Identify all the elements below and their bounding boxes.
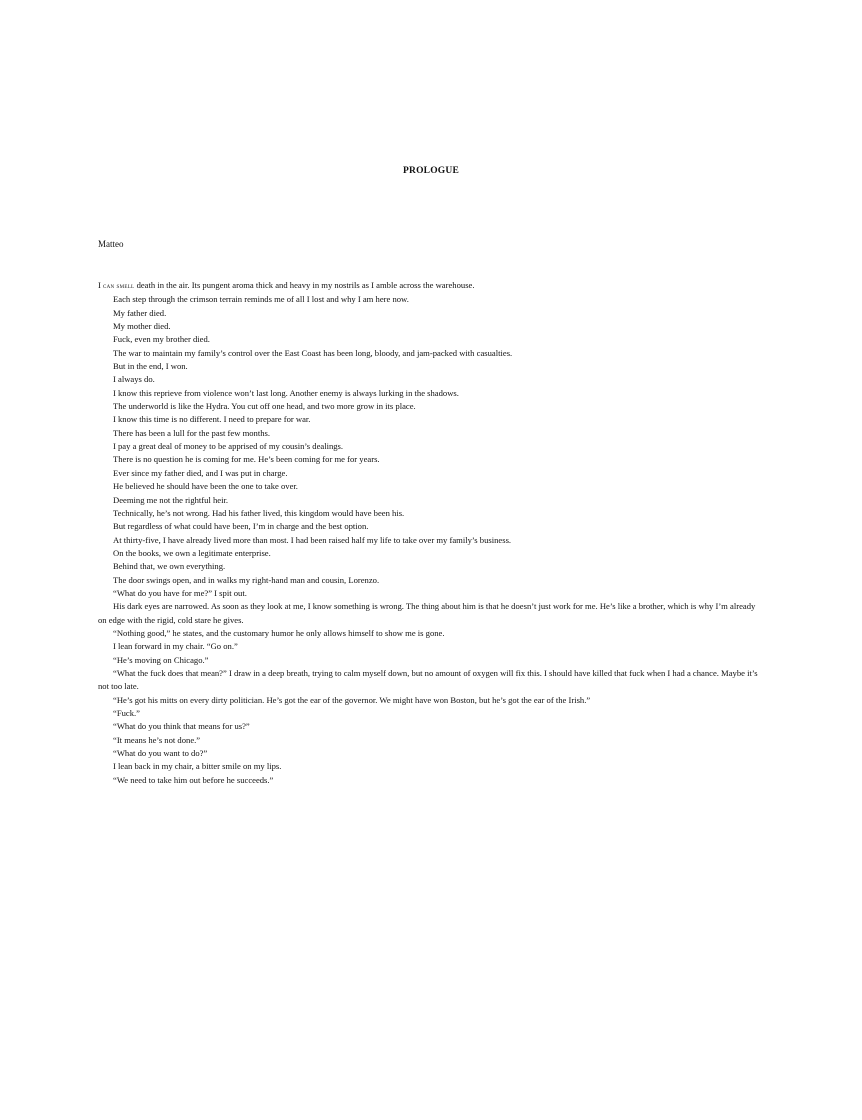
opening-paragraph (98, 279, 766, 293)
paragraph: Each step through the crimson terrain reminds me of all I lost and why I am here now. (113, 294, 409, 305)
paragraph: “Fuck.” (113, 708, 140, 718)
pov-character-name: Matteo (98, 239, 124, 249)
paragraph: The underworld is like the Hydra. You cut off one head, and two more grow in its place. (113, 401, 416, 412)
paragraph: But regardless of what could have been, I’m in charge and the best option. (113, 521, 369, 532)
paragraph: “It means he’s not done.” (113, 734, 201, 745)
paragraph: I pay a great deal of money to be apprised of my cousin’s dealings. (113, 441, 344, 452)
paragraph: “What do you think that means for us?” (113, 721, 250, 732)
opening-initial: I (98, 280, 101, 290)
paragraph: The door swings open, and in walks my right-hand man and cousin, Lorenzo. (113, 574, 380, 585)
paragraph: I always do. (113, 374, 155, 385)
paragraph: He believed he should have been the one to take over. (113, 481, 298, 492)
paragraph: Fuck, even my brother died. (113, 334, 210, 345)
paragraph: “We need to take him out before he succeeds.” (113, 774, 274, 785)
paragraph: “What do you want to do?” (113, 748, 208, 759)
paragraph: I know this time is no different. I need to prepare for war. (113, 414, 311, 425)
paragraph: There has been a lull for the past few months. (113, 427, 271, 438)
opening-text: death in the air. Its pungent aroma thick and heavy in my nostrils as I amble across the warehouse. (134, 280, 475, 290)
paragraph: Deeming me not the rightful heir. (113, 494, 229, 505)
paragraph: “He’s got his mitts on every dirty politician. He’s got the ear of the governor. We might have won Boston, but he’s got the ear of the Irish.” (113, 694, 591, 705)
paragraph: “What the fuck does that mean?” I draw in a deep breath, trying to calm myself down, but no amount of oxygen will fix this. I should have killed that fuck when I had a chance. Maybe it’s not too late. (98, 667, 758, 692)
paragraph: But in the end, I won. (113, 361, 188, 372)
paragraph: His dark eyes are narrowed. As soon as they look at me, I know something is wrong. The thing about him is that he doesn’t just work for me. He’s like a brother, which is why I’m already on edge with the rigid, cold stare he gives. (98, 601, 756, 625)
chapter-title: PROLOGUE (403, 166, 459, 176)
paragraph: My father died. (113, 307, 167, 318)
paragraph: My mother died. (113, 321, 171, 332)
paragraph: The war to maintain my family’s control over the East Coast has been long, bloody, and jam-packed with casualties. (113, 347, 513, 358)
paragraph: I lean forward in my chair. “Go on.” (113, 641, 238, 652)
paragraph: I know this reprieve from violence won’t last long. Another enemy is always lurking in the shadows. (113, 387, 459, 398)
paragraph: Technically, he’s not wrong. Had his father lived, this kingdom would have been his. (113, 507, 405, 518)
paragraph: There is no question he is coming for me. He’s been coming for me for years. (113, 454, 380, 465)
paragraph: Behind that, we own everything. (113, 561, 226, 572)
chapter-body (98, 279, 766, 787)
paragraph: “What do you have for me?” I spit out. (113, 587, 247, 598)
paragraph: At thirty-five, I have already lived more than most. I had been raised half my life to take over my family’s business. (113, 534, 512, 545)
paragraph: “He’s moving on Chicago.” (113, 654, 209, 665)
paragraph: On the books, we own a legitimate enterprise. (113, 547, 271, 558)
paragraph: I lean back in my chair, a bitter smile on my lips. (113, 761, 282, 772)
opening-smallcaps: can smell (100, 282, 135, 290)
paragraph: “Nothing good,” he states, and the customary humor he only allows himself to show me is gone. (113, 627, 445, 638)
paragraph: Ever since my father died, and I was put in charge. (113, 467, 288, 478)
